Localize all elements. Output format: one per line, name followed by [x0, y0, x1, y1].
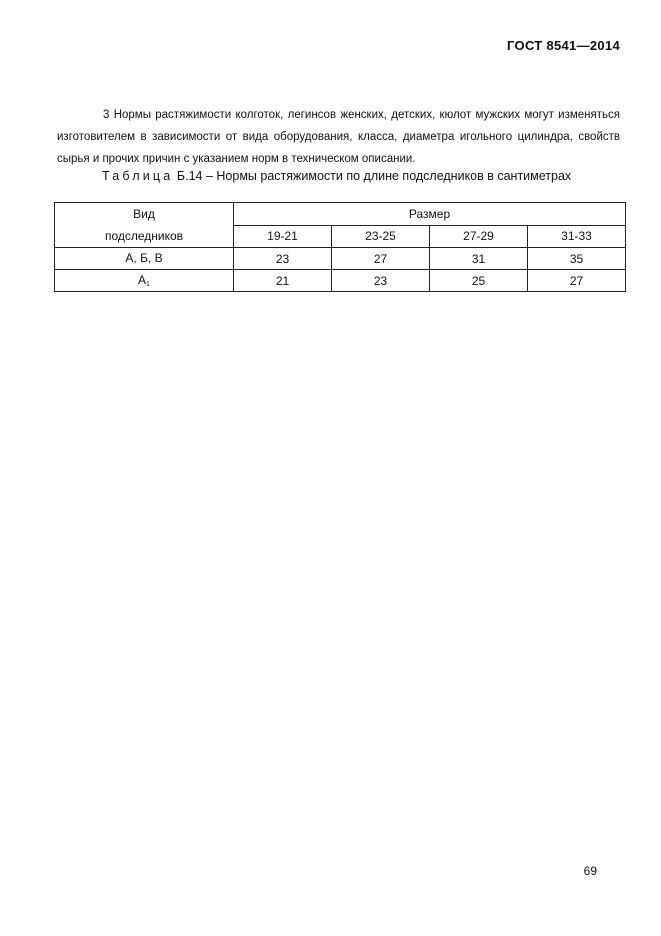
kind-header-cell	[55, 203, 234, 248]
kind-header-line1: Вид	[133, 207, 155, 221]
table-caption-word: Таблица	[102, 169, 174, 183]
row-kind-label: А, Б, В	[125, 251, 163, 265]
row-kind-label: А	[138, 273, 147, 287]
value-cell: 27	[528, 270, 626, 292]
value-cell: 27	[332, 248, 430, 270]
row-kind-cell	[55, 248, 234, 270]
page-number: 69	[583, 864, 597, 878]
size-header-cell: Размер	[234, 203, 626, 226]
standard-code: ГОСТ 8541—2014	[507, 38, 620, 53]
row-kind-cell	[55, 270, 234, 292]
size-header-19-21: 19-21	[234, 225, 332, 248]
table-header-row	[55, 203, 626, 226]
table-row	[55, 270, 626, 292]
size-header-27-29: 27-29	[430, 225, 528, 248]
table-caption-text: Б.14 – Нормы растяжимости по длине подследников в сантиметрах	[176, 169, 572, 183]
value-cell: 21	[234, 270, 332, 292]
table-row	[55, 248, 626, 270]
value-cell: 31	[430, 248, 528, 270]
value-cell: 35	[528, 248, 626, 270]
size-header-23-25: 23-25	[332, 225, 430, 248]
kind-header-line2: подследников	[104, 229, 184, 243]
value-cell: 23	[332, 270, 430, 292]
row-kind-subscript: 1	[146, 281, 150, 288]
value-cell: 23	[234, 248, 332, 270]
body-paragraph: 3 Нормы растяжимости колготок, легинсов женских, детских, кюлот мужских могут изменяться изготовителем в зависимости от вида оборудования, класса, диаметра игольного цилиндра, свойств сырья и прочих причин с указанием норм в техническом описании.	[57, 108, 620, 165]
size-header-31-33: 31-33	[528, 225, 626, 248]
table-caption	[102, 169, 571, 183]
norms-table	[54, 202, 626, 292]
value-cell: 25	[430, 270, 528, 292]
